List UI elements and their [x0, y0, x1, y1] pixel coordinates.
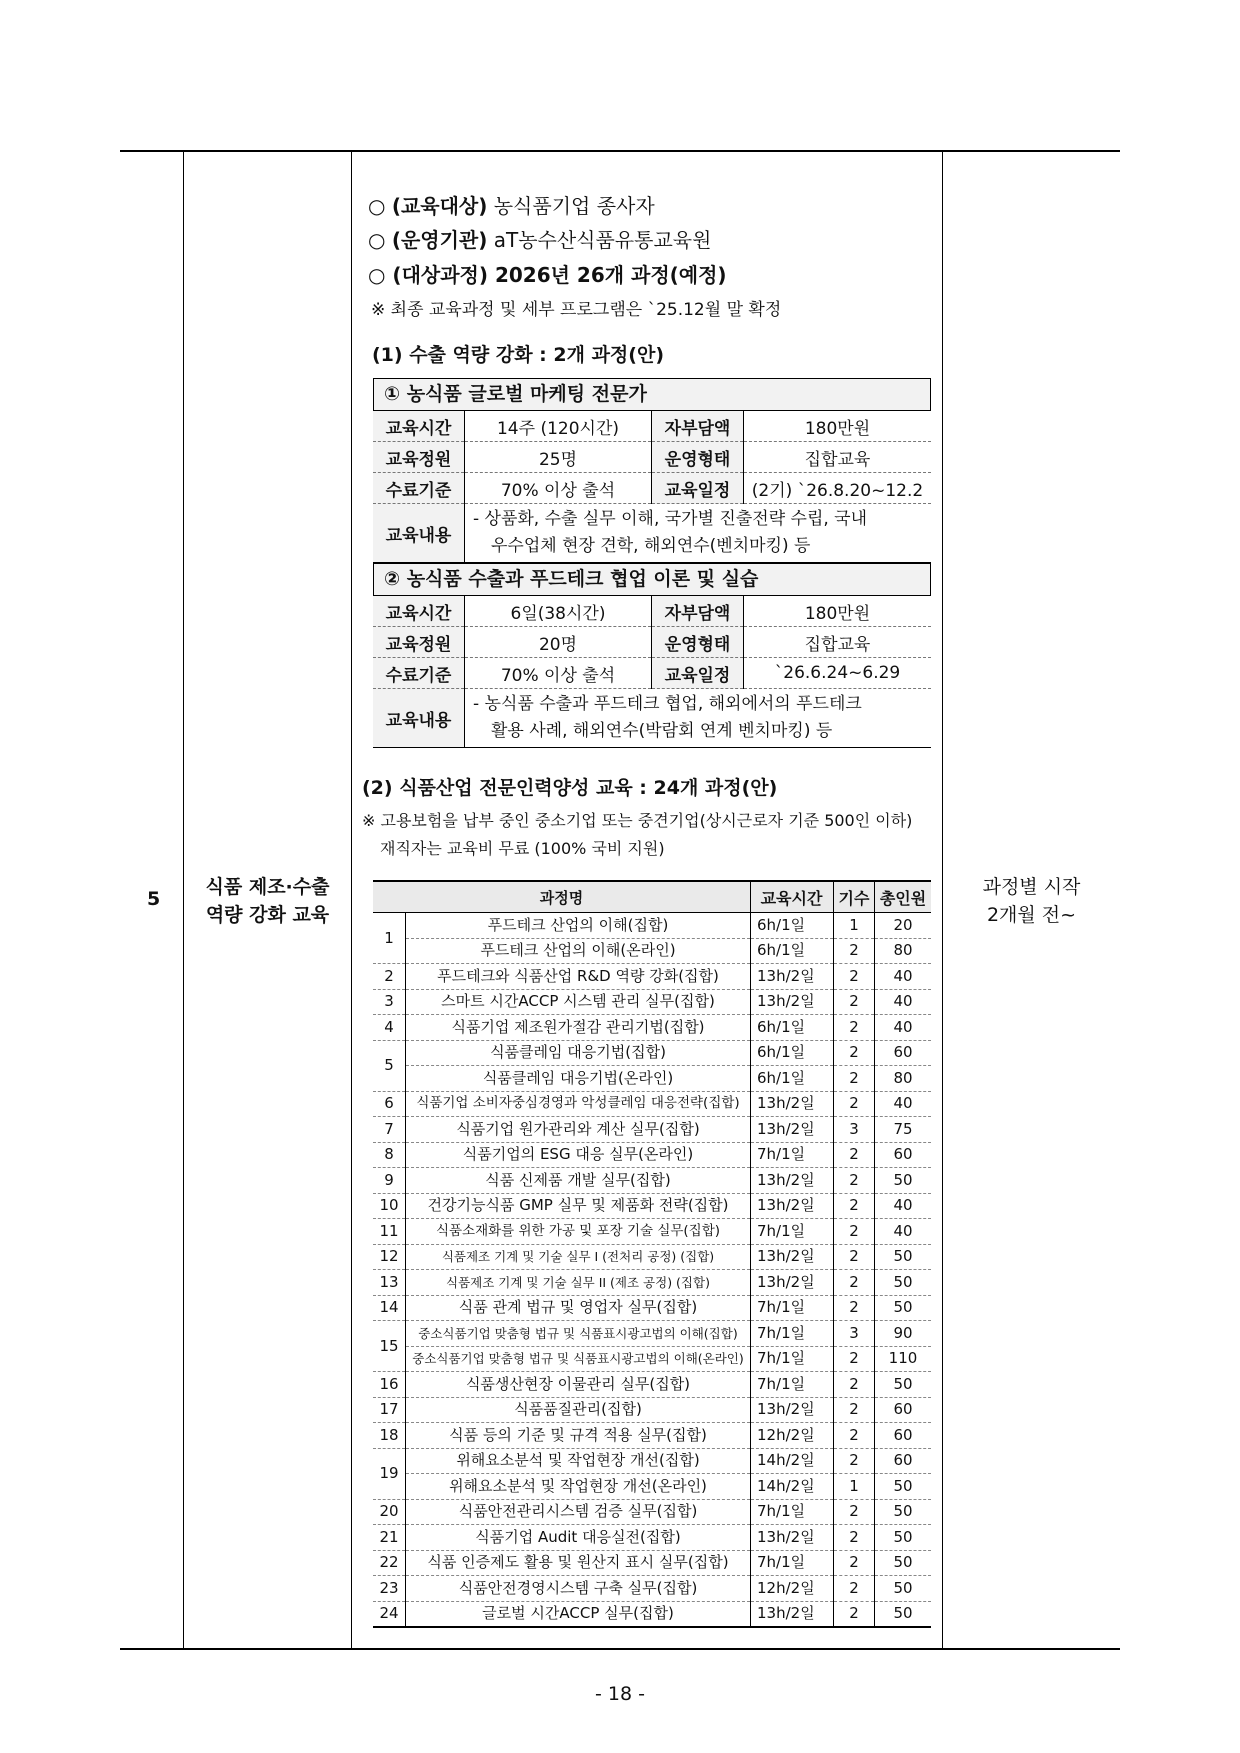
program-count: 2	[834, 1066, 875, 1092]
content-line: 활용 사례, 해외연수(박람회 연계 벤치마킹) 등	[491, 721, 833, 741]
field-label: 교육정원	[373, 442, 465, 473]
program-hours: 7h/1일	[751, 1346, 834, 1372]
program-no: 3	[373, 989, 406, 1015]
program-no: 10	[373, 1193, 406, 1219]
program-count: 2	[834, 1295, 875, 1321]
program-count: 2	[834, 1346, 875, 1372]
table-row	[373, 1525, 931, 1551]
table-row	[373, 1193, 931, 1219]
program-count: 2	[834, 1423, 875, 1449]
table-row	[373, 1448, 931, 1474]
program-name: 푸드테크와 식품산업 R&D 역량 강화(집합)	[406, 964, 751, 990]
table-row	[373, 1423, 931, 1449]
program-total: 50	[875, 1576, 932, 1602]
program-no: 15	[373, 1321, 406, 1372]
table-row	[373, 938, 931, 964]
table-row	[373, 1168, 931, 1194]
field-value: 180만원	[744, 411, 932, 442]
col-divider-2	[351, 151, 352, 1649]
program-hours: 13h/2일	[751, 1270, 834, 1296]
bullet-text: 2026년 26개 과정(예정)	[494, 263, 727, 287]
program-name: 식품 관계 법규 및 영업자 실무(집합)	[406, 1295, 751, 1321]
table-row	[373, 1117, 931, 1143]
course-1-title: ① 농식품 글로벌 마케팅 전문가	[373, 378, 931, 411]
table-row	[373, 989, 931, 1015]
program-table	[373, 880, 931, 1628]
category-line-1: 식품 제조·수출	[205, 876, 330, 898]
program-no: 17	[373, 1397, 406, 1423]
program-hours: 7h/1일	[751, 1219, 834, 1245]
program-hours: 6h/1일	[751, 938, 834, 964]
program-count: 2	[834, 964, 875, 990]
program-total: 60	[875, 1040, 932, 1066]
program-no: 16	[373, 1372, 406, 1398]
program-count: 2	[834, 1015, 875, 1041]
course-row	[373, 689, 931, 748]
course-content	[465, 689, 932, 748]
table-row	[373, 1372, 931, 1398]
course-row	[373, 627, 931, 658]
program-count: 2	[834, 1499, 875, 1525]
field-label: 자부담액	[652, 596, 744, 627]
program-no: 7	[373, 1117, 406, 1143]
program-total: 90	[875, 1321, 932, 1347]
program-total: 50	[875, 1372, 932, 1398]
content-line: - 상품화, 수출 실무 이해, 국가별 진출전략 수립, 국내	[473, 509, 868, 529]
program-no: 5	[373, 1040, 406, 1091]
field-label: 교육시간	[373, 596, 465, 627]
program-count: 2	[834, 1601, 875, 1627]
program-total: 50	[875, 1474, 932, 1500]
program-count: 2	[834, 1219, 875, 1245]
bullet-target: ○ (교육대상) 농식품기업 종사자	[368, 194, 655, 218]
field-label: 운영형태	[652, 442, 744, 473]
course-row	[373, 596, 931, 627]
program-total: 40	[875, 1015, 932, 1041]
program-hours: 12h/2일	[751, 1423, 834, 1449]
course-row	[373, 658, 931, 689]
program-hours: 7h/1일	[751, 1372, 834, 1398]
field-value: `26.6.24~6.29	[744, 658, 932, 689]
course-2-table	[373, 596, 931, 748]
program-name: 식품안전경영시스템 구축 실무(집합)	[406, 1576, 751, 1602]
program-name: 식품클레임 대응기법(집합)	[406, 1040, 751, 1066]
program-total: 60	[875, 1397, 932, 1423]
course-1-box	[373, 378, 931, 563]
field-value: 25명	[465, 442, 652, 473]
program-hours: 13h/2일	[751, 1193, 834, 1219]
program-no: 6	[373, 1091, 406, 1117]
program-hours: 7h/1일	[751, 1321, 834, 1347]
course-row	[373, 473, 931, 504]
program-count: 2	[834, 1244, 875, 1270]
program-hours: 6h/1일	[751, 1040, 834, 1066]
program-total: 40	[875, 964, 932, 990]
program-count: 1	[834, 1474, 875, 1500]
field-label: 교육내용	[373, 689, 465, 748]
table-row	[373, 1601, 931, 1627]
program-total: 40	[875, 1193, 932, 1219]
table-row	[373, 1346, 931, 1372]
program-count: 2	[834, 1550, 875, 1576]
course-row	[373, 504, 931, 563]
program-hours: 13h/2일	[751, 964, 834, 990]
program-name: 식품품질관리(집합)	[406, 1397, 751, 1423]
program-no: 4	[373, 1015, 406, 1041]
section2-note-line-1: ※ 고용보험을 납부 중인 중소기업 또는 중견기업(상시근로자 기준 500인 이하)	[362, 811, 913, 830]
table-row	[373, 1040, 931, 1066]
program-hours: 13h/2일	[751, 1397, 834, 1423]
table-row	[373, 1244, 931, 1270]
program-no: 23	[373, 1576, 406, 1602]
program-name: 푸드테크 산업의 이해(집합)	[406, 913, 751, 939]
program-total: 50	[875, 1550, 932, 1576]
program-count: 2	[834, 1142, 875, 1168]
program-name: 푸드테크 산업의 이해(온라인)	[406, 938, 751, 964]
program-total: 110	[875, 1346, 932, 1372]
program-hours: 13h/2일	[751, 1525, 834, 1551]
program-no: 11	[373, 1219, 406, 1245]
schedule-line-2: 2개월 전~	[986, 904, 1077, 926]
program-no: 21	[373, 1525, 406, 1551]
program-hours: 6h/1일	[751, 1066, 834, 1092]
field-value: 집합교육	[744, 627, 932, 658]
program-name: 식품생산현장 이물관리 실무(집합)	[406, 1372, 751, 1398]
header-name: 과정명	[373, 881, 751, 913]
section2-note-line-2: 재직자는 교육비 무료 (100% 국비 지원)	[380, 839, 665, 858]
bullet-courses: ○ (대상과정) 2026년 26개 과정(예정)	[368, 263, 727, 287]
course-1-table	[373, 411, 931, 563]
program-no: 12	[373, 1244, 406, 1270]
program-count: 2	[834, 1576, 875, 1602]
field-value: 180만원	[744, 596, 932, 627]
program-count: 2	[834, 1525, 875, 1551]
program-count: 3	[834, 1321, 875, 1347]
program-count: 2	[834, 1193, 875, 1219]
field-label: 교육내용	[373, 504, 465, 563]
program-hours: 13h/2일	[751, 1601, 834, 1627]
schedule-line-1: 과정별 시작	[982, 876, 1081, 898]
content-line: - 농식품 수출과 푸드테크 협업, 해외에서의 푸드테크	[473, 694, 862, 714]
program-total: 50	[875, 1270, 932, 1296]
program-total: 75	[875, 1117, 932, 1143]
program-total: 40	[875, 989, 932, 1015]
program-total: 60	[875, 1142, 932, 1168]
field-label: 교육일정	[652, 658, 744, 689]
header-hours: 교육시간	[751, 881, 834, 913]
program-total: 40	[875, 1219, 932, 1245]
program-name: 식품안전관리시스템 검증 실무(집합)	[406, 1499, 751, 1525]
program-total: 50	[875, 1168, 932, 1194]
field-value: 70% 이상 출석	[465, 658, 652, 689]
program-count: 2	[834, 938, 875, 964]
program-count: 3	[834, 1117, 875, 1143]
program-no: 22	[373, 1550, 406, 1576]
program-name: 식품기업 소비자중심경영과 악성클레임 대응전략(집합)	[406, 1091, 751, 1117]
field-label: 수료기준	[373, 658, 465, 689]
program-hours: 14h/2일	[751, 1474, 834, 1500]
program-no: 13	[373, 1270, 406, 1296]
program-no: 14	[373, 1295, 406, 1321]
program-no: 24	[373, 1601, 406, 1627]
program-name: 식품제조 기계 및 기술 실무 II (제조 공정) (집합)	[406, 1270, 751, 1296]
section1-title: (1) 수출 역량 강화 : 2개 과정(안)	[372, 344, 665, 366]
program-total: 80	[875, 938, 932, 964]
program-name: 위해요소분석 및 작업현장 개선(온라인)	[406, 1474, 751, 1500]
program-total: 50	[875, 1499, 932, 1525]
bullet-text: 농식품기업 종사자	[493, 194, 655, 218]
program-total: 50	[875, 1295, 932, 1321]
program-hours: 6h/1일	[751, 1015, 834, 1041]
table-row	[373, 1321, 931, 1347]
table-row	[373, 964, 931, 990]
program-no: 9	[373, 1168, 406, 1194]
program-hours: 13h/2일	[751, 989, 834, 1015]
program-name: 식품기업 원가관리와 계산 실무(집합)	[406, 1117, 751, 1143]
table-row	[373, 1576, 931, 1602]
program-header-row	[373, 881, 931, 913]
program-no: 18	[373, 1423, 406, 1449]
program-no: 2	[373, 964, 406, 990]
header-total: 총인원	[875, 881, 932, 913]
program-total: 50	[875, 1601, 932, 1627]
header-count: 기수	[834, 881, 875, 913]
row-number: 5	[147, 888, 161, 910]
field-label: 교육정원	[373, 627, 465, 658]
course-row	[373, 411, 931, 442]
program-no: 19	[373, 1448, 406, 1499]
program-count: 2	[834, 1040, 875, 1066]
program-total: 50	[875, 1244, 932, 1270]
course-2-box	[373, 563, 931, 748]
category-line-2: 역량 강화 교육	[205, 904, 330, 926]
program-count: 2	[834, 1091, 875, 1117]
field-value: 6일(38시간)	[465, 596, 652, 627]
program-name: 식품클레임 대응기법(온라인)	[406, 1066, 751, 1092]
field-value: (2기) `26.8.20~12.2	[744, 473, 932, 504]
program-name: 위해요소분석 및 작업현장 개선(집합)	[406, 1448, 751, 1474]
program-total: 60	[875, 1448, 932, 1474]
table-bottom-border	[120, 1648, 1120, 1650]
course-2-title: ② 농식품 수출과 푸드테크 협업 이론 및 실습	[373, 563, 931, 596]
section2-title: (2) 식품산업 전문인력양성 교육 : 24개 과정(안)	[362, 777, 778, 799]
program-total: 40	[875, 1091, 932, 1117]
program-name: 건강기능식품 GMP 실무 및 제품화 전략(집합)	[406, 1193, 751, 1219]
program-no: 8	[373, 1142, 406, 1168]
program-hours: 14h/2일	[751, 1448, 834, 1474]
program-hours: 13h/2일	[751, 1117, 834, 1143]
field-value: 집합교육	[744, 442, 932, 473]
program-count: 1	[834, 913, 875, 939]
field-value: 20명	[465, 627, 652, 658]
program-name: 스마트 시간ACCP 시스템 관리 실무(집합)	[406, 989, 751, 1015]
program-name: 중소식품기업 맞춤형 법규 및 식품표시광고법의 이해(온라인)	[406, 1346, 751, 1372]
bullet-label: (교육대상)	[391, 194, 488, 218]
program-name: 식품소재화를 위한 가공 및 포장 기술 실무(집합)	[406, 1219, 751, 1245]
table-row	[373, 1499, 931, 1525]
program-hours: 7h/1일	[751, 1499, 834, 1525]
program-hours: 13h/2일	[751, 1168, 834, 1194]
program-count: 2	[834, 1448, 875, 1474]
program-count: 2	[834, 1168, 875, 1194]
table-row	[373, 1091, 931, 1117]
table-row	[373, 1066, 931, 1092]
table-row	[373, 913, 931, 939]
program-no: 1	[373, 913, 406, 964]
content-line: 우수업체 현장 견학, 해외연수(벤치마킹) 등	[491, 536, 811, 556]
program-hours: 13h/2일	[751, 1244, 834, 1270]
field-label: 운영형태	[652, 627, 744, 658]
program-total: 50	[875, 1525, 932, 1551]
program-hours: 7h/1일	[751, 1550, 834, 1576]
program-name: 식품제조 기계 및 기술 실무 I (전처리 공정) (집합)	[406, 1244, 751, 1270]
program-name: 식품 등의 기준 및 규격 적용 실무(집합)	[406, 1423, 751, 1449]
field-value: 70% 이상 출석	[465, 473, 652, 504]
program-hours: 7h/1일	[751, 1142, 834, 1168]
table-row	[373, 1219, 931, 1245]
bullet-label: (대상과정)	[392, 263, 488, 287]
table-row	[373, 1295, 931, 1321]
field-label: 자부담액	[652, 411, 744, 442]
bullet-text: aT농수산식품유통교육원	[493, 228, 712, 252]
bullet-label: (운영기관)	[391, 228, 488, 252]
program-hours: 6h/1일	[751, 913, 834, 939]
program-count: 2	[834, 1372, 875, 1398]
table-row	[373, 1270, 931, 1296]
program-hours: 7h/1일	[751, 1295, 834, 1321]
field-label: 교육시간	[373, 411, 465, 442]
table-row	[373, 1474, 931, 1500]
program-name: 식품 신제품 개발 실무(집합)	[406, 1168, 751, 1194]
program-total: 80	[875, 1066, 932, 1092]
program-count: 2	[834, 1397, 875, 1423]
program-name: 중소식품기업 맞춤형 법규 및 식품표시광고법의 이해(집합)	[406, 1321, 751, 1347]
program-name: 식품기업 제조원가절감 관리기법(집합)	[406, 1015, 751, 1041]
program-name: 식품기업 Audit 대응실전(집합)	[406, 1525, 751, 1551]
course-content	[465, 504, 932, 563]
bullet-operator: ○ (운영기관) aT농수산식품유통교육원	[368, 228, 712, 252]
final-note: ※ 최종 교육과정 및 세부 프로그램은 `25.12월 말 확정	[371, 300, 782, 320]
field-value: 14주 (120시간)	[465, 411, 652, 442]
program-name: 식품 인증제도 활용 및 원산지 표시 실무(집합)	[406, 1550, 751, 1576]
program-name: 글로벌 시간ACCP 실무(집합)	[406, 1601, 751, 1627]
field-label: 교육일정	[652, 473, 744, 504]
program-name: 식품기업의 ESG 대응 실무(온라인)	[406, 1142, 751, 1168]
program-count: 2	[834, 1270, 875, 1296]
table-row	[373, 1397, 931, 1423]
program-hours: 13h/2일	[751, 1091, 834, 1117]
program-no: 20	[373, 1499, 406, 1525]
course-row	[373, 442, 931, 473]
program-count: 2	[834, 989, 875, 1015]
program-total: 20	[875, 913, 932, 939]
table-top-border	[120, 150, 1120, 152]
program-body	[373, 913, 931, 1628]
field-label: 수료기준	[373, 473, 465, 504]
program-hours: 12h/2일	[751, 1576, 834, 1602]
page-number: - 18 -	[595, 1683, 645, 1705]
table-row	[373, 1142, 931, 1168]
program-total: 60	[875, 1423, 932, 1449]
table-row	[373, 1015, 931, 1041]
table-row	[373, 1550, 931, 1576]
